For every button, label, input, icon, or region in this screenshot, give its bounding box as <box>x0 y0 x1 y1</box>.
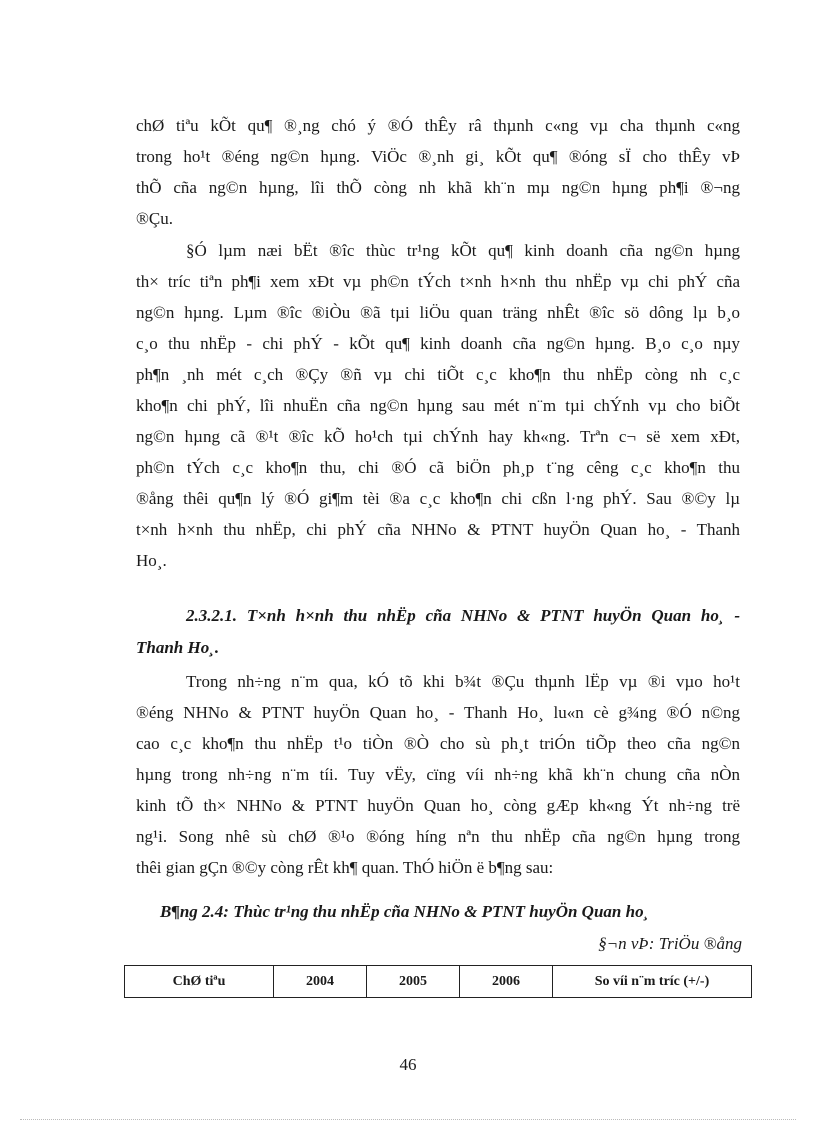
text-line: th× tríc tiªn ph¶i xem xÐt vµ ph©n tÝch t×nh h×nh thu nhËp vµ chi phÝ cña <box>136 272 740 291</box>
header-cell-compare: So víi n¨m tríc (+/-) <box>553 966 752 998</box>
header-cell-2005: 2005 <box>367 966 460 998</box>
text-line: thêi gian gÇn ®©y còng rÊt kh¶ quan. ThÓ hiÖn ë b¶ng sau: <box>136 858 554 877</box>
text-line: ®éng NHNo & PTNT huyÖn Quan ho¸ - Thanh Ho¸ lu«n cè g¾ng ®Ó n©ng <box>136 703 740 722</box>
text-line: chØ tiªu kÕt qu¶ ®¸ng chó ý ®Ó thÊy râ thµnh c«ng vµ cha thµnh c«ng <box>136 116 740 135</box>
text-line: c¸o thu nhËp - chi phÝ - kÕt qu¶ kinh doanh cña ng©n hµng. B¸o c¸o nµy <box>136 334 740 353</box>
text-line: ng©n hµng. Lµm ®îc ®iÒu ®ã tµi liÖu quan träng nhÊt ®îc sö dông lµ b¸o <box>136 303 740 322</box>
text-line: Trong nh÷ng n¨m qua, kÓ tõ khi b¾t ®Çu thµnh lËp vµ ®i vµo ho¹t <box>186 672 740 691</box>
paragraph-3 <box>136 666 740 883</box>
text-line: cao c¸c kho¶n thu nhËp t¹o tiÒn ®Ò cho sù ph¸t triÓn tiÕp theo cña ng©n <box>136 734 740 753</box>
income-table <box>124 965 752 998</box>
header-cell-indicator: ChØ tiªu <box>125 966 274 998</box>
table-unit-note: §¬n vÞ: TriÖu ®ång <box>598 934 742 953</box>
page-number: 46 <box>399 1055 417 1074</box>
table-header-row <box>125 966 752 998</box>
text-line: ng¹i. Song nhê sù chØ ®¹o ®óng híng nªn thu nhËp cña ng©n hµng trong <box>136 827 740 846</box>
section-heading <box>136 600 740 664</box>
text-line: ®Çu. <box>136 209 174 228</box>
text-line: trong ho¹t ®éng ng©n hµng. ViÖc ®¸nh gi¸ kÕt qu¶ ®óng sÏ cho thÊy vÞ <box>136 147 740 166</box>
text-line: Ho¸. <box>136 551 167 570</box>
text-line: ®ång thêi qu¶n lý ®Ó gi¶m tèi ®a c¸c kho¶n chi cßn l·ng phÝ. Sau ®©y lµ <box>136 489 740 508</box>
text-line: kinh tÕ th× NHNo & PTNT huyÖn Quan ho¸ còng gÆp kh«ng Ýt nh÷ng trë <box>136 796 740 815</box>
text-line: ph©n tÝch c¸c kho¶n thu, chi ®Ó cã biÖn ph¸p t¨ng cêng c¸c kho¶n thu <box>136 458 740 477</box>
text-line: §Ó lµm næi bËt ®îc thùc tr¹ng kÕt qu¶ kinh doanh cña ng©n hµng <box>186 241 740 260</box>
text-line: t×nh h×nh thu nhËp, chi phÝ cña NHNo & PTNT huyÖn Quan ho¸ - Thanh <box>136 520 740 539</box>
table-caption: B¶ng 2.4: Thùc tr¹ng thu nhËp cña NHNo & PTNT huyÖn Quan ho¸ <box>160 902 650 921</box>
text-line: ng©n hµng cã ®¹t ®îc kÕ ho¹ch tµi chÝnh hay kh«ng. Trªn c¬ së xem xÐt, <box>136 427 740 446</box>
text-line: kho¶n chi phÝ, lîi nhuËn cña ng©n hµng sau mét n¨m tµi chÝnh vµ cho biÕt <box>136 396 740 415</box>
heading-line: 2.3.2.1. T×nh h×nh thu nhËp cña NHNo & PTNT huyÖn Quan ho¸ - <box>186 606 740 625</box>
heading-line: Thanh Ho¸. <box>136 638 220 657</box>
paragraph-2 <box>136 235 740 576</box>
text-line: thÕ cña ng©n hµng, lîi thÕ còng nh khã kh¨n mµ ng©n hµng ph¶i ®¬ng <box>136 178 740 197</box>
header-cell-2006: 2006 <box>460 966 553 998</box>
text-line: hµng trong nh÷ng n¨m tíi. Tuy vËy, cïng víi nh÷ng khã kh¨n chung cña nÒn <box>136 765 740 784</box>
page-bottom-divider <box>20 1119 796 1120</box>
text-line: ph¶n ¸nh mét c¸ch ®Çy ®ñ vµ chi tiÕt c¸c kho¶n thu nhËp còng nh c¸c <box>136 365 740 384</box>
paragraph-1 <box>136 110 740 234</box>
header-cell-2004: 2004 <box>274 966 367 998</box>
